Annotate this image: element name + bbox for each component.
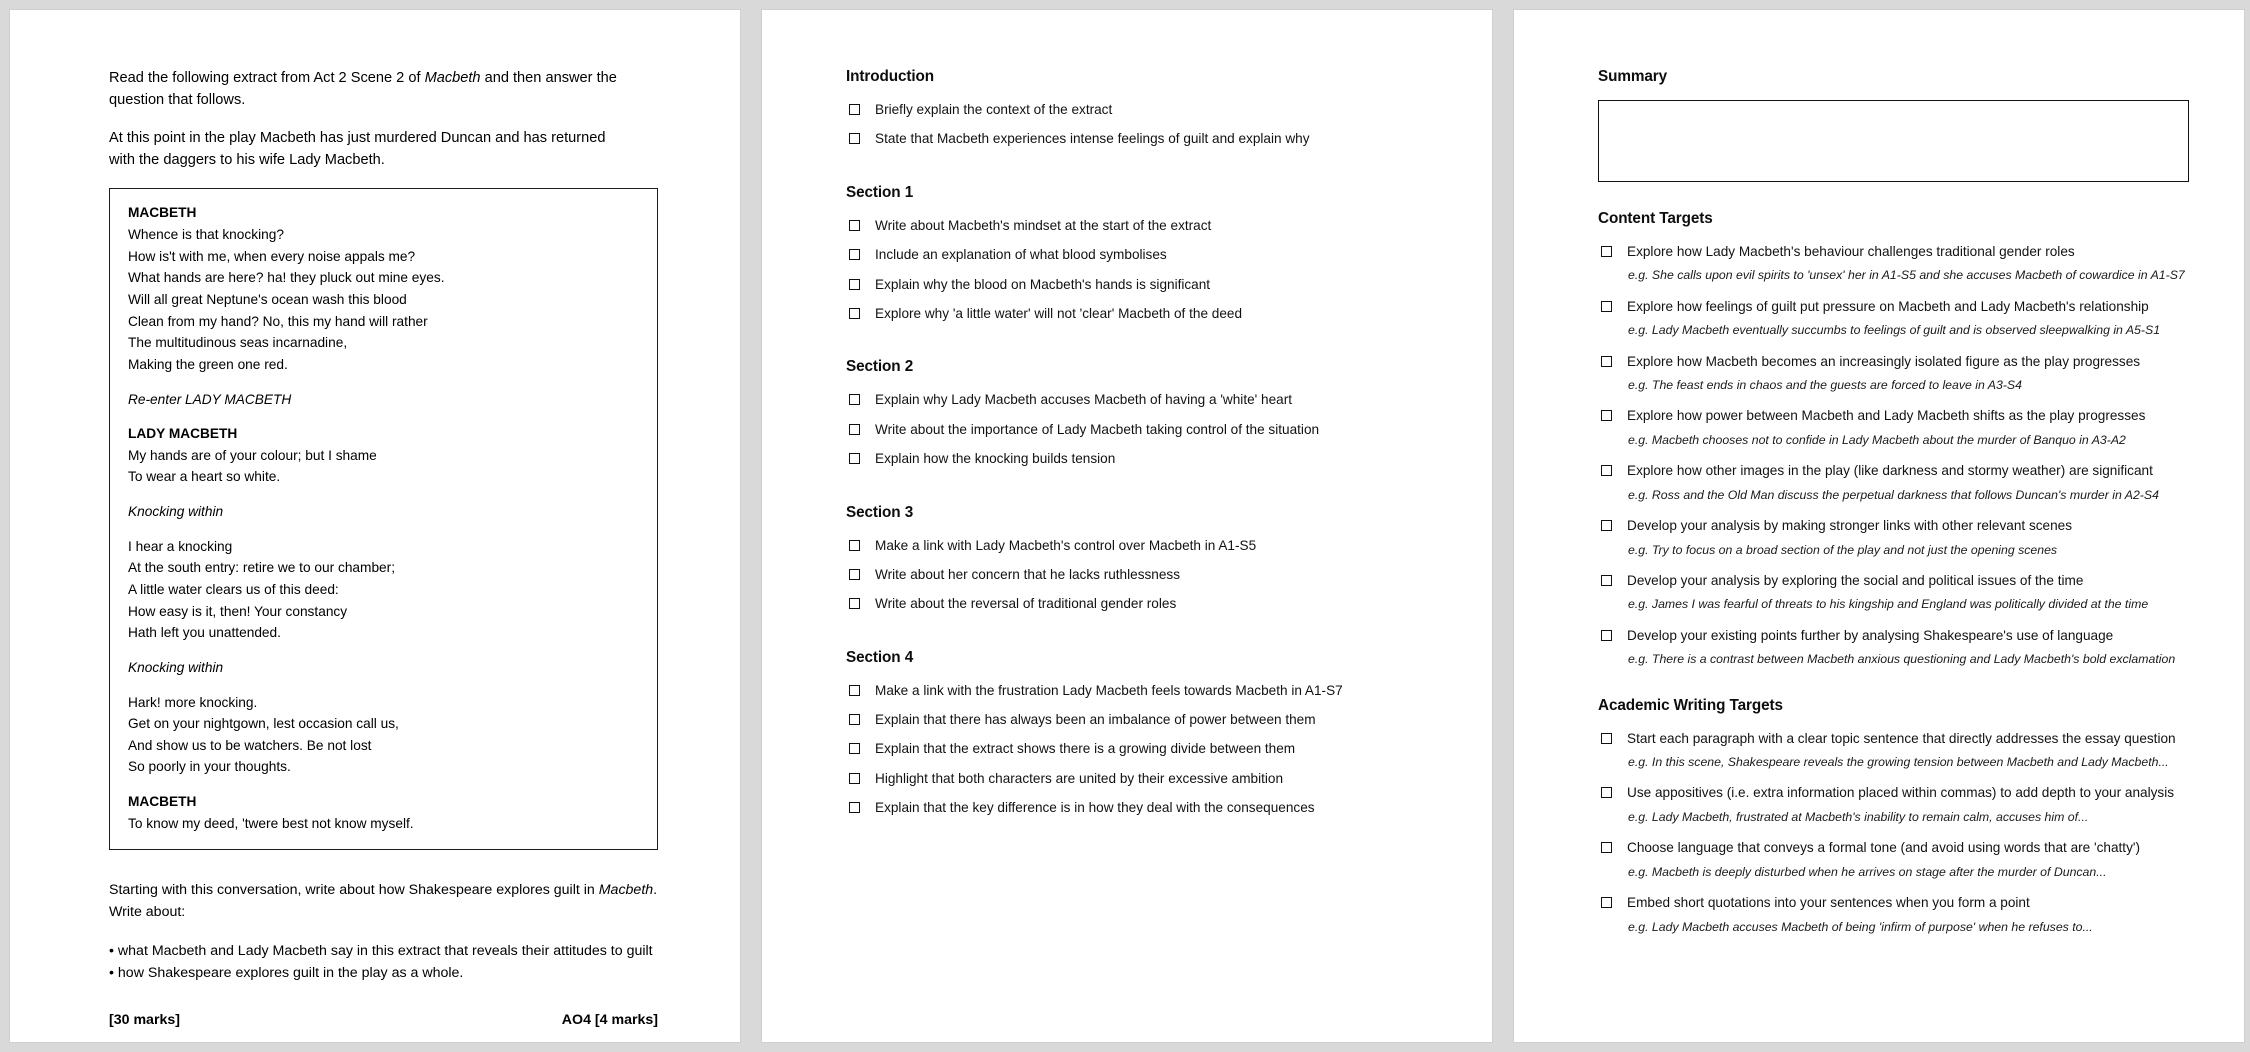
page-targets-checklist <box>1514 10 2244 1042</box>
checkbox-icon[interactable] <box>1601 410 1612 421</box>
target-item-label: Start each paragraph with a clear topic sentence that directly addresses the essay question <box>1627 730 2176 746</box>
checklist-item-label: Explain that the key difference is in how they deal with the consequences <box>875 800 1315 816</box>
extract-verse-line: To know my deed, 'twere best not know myself. <box>128 815 414 831</box>
checkbox-icon[interactable] <box>849 540 860 551</box>
intro-text-pre: Read the following extract from Act 2 Scene 2 of <box>109 70 425 86</box>
extract-verse-line: Whence is that knocking? <box>128 227 284 243</box>
checkbox-icon[interactable] <box>849 569 860 580</box>
academic-targets-list <box>1598 729 2189 936</box>
total-marks: [30 marks] <box>109 1011 180 1028</box>
target-example: e.g. Lady Macbeth accuses Macbeth of being 'infirm of purpose' when he refuses to... <box>1628 919 2093 934</box>
checklist-item[interactable] <box>846 449 1422 469</box>
checklist-item-label: Explain that the extract shows there is a growing divide between them <box>875 741 1296 757</box>
checkbox-icon[interactable] <box>849 220 860 231</box>
intro-text-post: and then answer the question that follows. <box>109 70 617 108</box>
extract-speaker-name: MACBETH <box>128 794 197 810</box>
checklist-sections <box>846 68 1422 819</box>
extract-stage-direction: Knocking within <box>128 659 224 675</box>
checklist-item[interactable] <box>846 710 1422 730</box>
checkbox-icon[interactable] <box>1601 301 1612 312</box>
checklist-item[interactable] <box>846 129 1422 149</box>
checklist-item[interactable] <box>846 536 1422 556</box>
extract-speaker-name: LADY MACBETH <box>128 426 238 442</box>
ao4-marks: AO4 [4 marks] <box>561 1011 658 1028</box>
extract-blank-line <box>128 410 641 423</box>
checklist-item-label: Highlight that both characters are united by their excessive ambition <box>875 770 1284 786</box>
play-title-italic: Macbeth <box>424 70 481 86</box>
checklist-item[interactable] <box>846 420 1422 440</box>
checklist-item-label: Write about her concern that he lacks ruthlessness <box>875 566 1181 582</box>
checklist-item[interactable] <box>846 594 1422 614</box>
summary-heading: Summary <box>1598 68 1668 85</box>
checkbox-icon[interactable] <box>849 308 860 319</box>
checklist-item-label: Explain how the knocking builds tension <box>875 451 1116 467</box>
extract-verse-line: Hath left you unattended. <box>128 625 281 641</box>
target-item-label: Develop your analysis by exploring the social and political issues of the time <box>1627 572 2084 588</box>
task-text-post: . <box>653 882 658 899</box>
target-item[interactable] <box>1598 352 2189 372</box>
checklist-item-label: Include an explanation of what blood symbolises <box>875 247 1167 263</box>
task-bullet-list <box>109 940 658 985</box>
task-text-pre: Starting with this conversation, write about how Shakespeare explores guilt in <box>109 882 599 899</box>
section-heading: Section 2 <box>846 358 914 376</box>
checklist-item-label: Briefly explain the context of the extract <box>875 102 1113 117</box>
intro-paragraph-1 <box>109 68 629 111</box>
write-about-label: Write about: <box>109 903 186 920</box>
extract-stage-direction: Knocking within <box>128 504 224 520</box>
checklist-item-label: Explain why Lady Macbeth accuses Macbeth of having a 'white' heart <box>875 392 1293 408</box>
target-item[interactable] <box>1598 242 2189 262</box>
extract-blank-line <box>128 778 641 791</box>
checkbox-icon[interactable] <box>849 133 860 144</box>
target-item-label: Explore how other images in the play (like darkness and stormy weather) are significant <box>1627 463 2153 479</box>
intro-paragraph-2: At this point in the play Macbeth has just murdered Duncan and has returned with the daggers to his wife Lady Macbeth. <box>109 130 606 168</box>
checkbox-icon[interactable] <box>1601 630 1612 641</box>
checklist-item-label: Write about the importance of Lady Macbeth taking control of the situation <box>875 421 1320 437</box>
page-exam-question <box>10 10 740 1042</box>
target-example: e.g. There is a contrast between Macbeth anxious questioning and Lady Macbeth's bold exclamation <box>1628 652 2176 667</box>
checklist-item[interactable] <box>846 681 1422 701</box>
target-example: e.g. She calls upon evil spirits to 'unsex' her in A1-S5 and she accuses Macbeth of cowardice in A1-S7 <box>1628 268 2185 283</box>
checklist-item[interactable] <box>846 216 1422 236</box>
section-heading: Section 3 <box>846 503 914 521</box>
academic-writing-targets-heading: Academic Writing Targets <box>1598 696 1783 714</box>
target-item-label: Use appositives (i.e. extra information placed within commas) to add depth to your analysis <box>1627 785 2175 801</box>
target-item-label: Explore how power between Macbeth and Lady Macbeth shifts as the play progresses <box>1627 408 2146 424</box>
extract-verse-line: So poorly in your thoughts. <box>128 759 291 775</box>
target-item[interactable] <box>1598 516 2189 536</box>
checkbox-icon[interactable] <box>1601 897 1612 908</box>
target-item[interactable] <box>1598 461 2189 481</box>
extract-verse-line: Making the green one red. <box>128 356 288 372</box>
checklist-item-label: Make a link with the frustration Lady Macbeth feels towards Macbeth in A1-S7 <box>875 682 1343 698</box>
target-example: e.g. Lady Macbeth, frustrated at Macbeth's inability to remain calm, accuses him of... <box>1628 809 2089 824</box>
extract-verse-line: The multitudinous seas incarnadine, <box>128 335 348 351</box>
extract-verse-line: How easy is it, then! Your constancy <box>128 603 348 619</box>
task-bullet: • what Macbeth and Lady Macbeth say in this extract that reveals their attitudes to guilt <box>109 940 658 962</box>
checkbox-icon[interactable] <box>1601 520 1612 531</box>
target-item-label: Develop your analysis by making stronger links with other relevant scenes <box>1627 518 2073 534</box>
target-item[interactable] <box>1598 626 2189 646</box>
extract-verse-line: Get on your nightgown, lest occasion call us, <box>128 716 399 732</box>
extract-blank-line <box>128 679 641 692</box>
checklist-item[interactable] <box>846 739 1422 759</box>
extract-speaker-name: MACBETH <box>128 205 197 221</box>
extract-verse-line: My hands are of your colour; but I shame <box>128 447 377 463</box>
content-targets-heading: Content Targets <box>1598 210 1713 227</box>
extract-verse-line: Clean from my hand? No, this my hand will rather <box>128 313 428 329</box>
extract-blank-line <box>128 523 641 536</box>
page-essay-plan-checklist <box>762 10 1492 1042</box>
target-item[interactable] <box>1598 838 2189 858</box>
extract-blank-line <box>128 376 641 389</box>
target-item-label: Explore how Lady Macbeth's behaviour challenges traditional gender roles <box>1627 244 2075 259</box>
checklist-item[interactable] <box>846 275 1422 295</box>
target-example: e.g. Try to focus on a broad section of the play and not just the opening scenes <box>1628 542 2058 557</box>
checkbox-icon[interactable] <box>849 743 860 754</box>
checkbox-icon[interactable] <box>1601 356 1612 367</box>
checkbox-icon[interactable] <box>849 394 860 405</box>
section-heading: Section 4 <box>846 648 914 666</box>
checklist-item[interactable] <box>846 245 1422 265</box>
checklist-item[interactable] <box>846 769 1422 789</box>
target-example: e.g. The feast ends in chaos and the guests are forced to leave in A3-S4 <box>1628 378 2022 393</box>
checklist-item-label: Explain why the blood on Macbeth's hands is significant <box>875 276 1211 292</box>
marks-row <box>109 1010 658 1031</box>
target-example: e.g. Ross and the Old Man discuss the perpetual darkness that follows Duncan's murder in A2-S4 <box>1628 487 2159 502</box>
target-example: e.g. In this scene, Shakespeare reveals the growing tension between Macbeth and Lady Macbeth... <box>1628 755 2169 770</box>
checklist-item-label: State that Macbeth experiences intense feelings of guilt and explain why <box>875 131 1310 147</box>
checklist-item[interactable] <box>846 304 1422 324</box>
extract-verse-line: At the south entry: retire we to our chamber; <box>128 560 396 576</box>
content-targets-list <box>1598 242 2189 669</box>
checklist-item[interactable] <box>846 798 1422 818</box>
target-item[interactable] <box>1598 571 2189 591</box>
task-instruction <box>109 880 658 923</box>
task-bullet: • how Shakespeare explores guilt in the play as a whole. <box>109 962 658 984</box>
extract-verse-line: A little water clears us of this deed: <box>128 581 339 597</box>
checkbox-icon[interactable] <box>849 104 860 115</box>
checklist-item-label: Explore why 'a little water' will not 'clear' Macbeth of the deed <box>875 305 1243 321</box>
target-item-label: Explore how feelings of guilt put pressure on Macbeth and Lady Macbeth's relationship <box>1627 298 2149 314</box>
target-item-label: Embed short quotations into your sentences when you form a point <box>1627 895 2030 911</box>
extract-verse-line: Will all great Neptune's ocean wash this blood <box>128 291 407 307</box>
checkbox-icon[interactable] <box>849 714 860 725</box>
extract-verse-line: To wear a heart so white. <box>128 469 281 485</box>
extract-blank-line <box>128 644 641 657</box>
target-item[interactable] <box>1598 406 2189 426</box>
checklist-item[interactable] <box>846 390 1422 410</box>
target-example: e.g. James I was fearful of threats to his kingship and England was politically divided at the time <box>1628 597 2149 612</box>
checkbox-icon[interactable] <box>849 773 860 784</box>
target-example: e.g. Macbeth chooses not to confide in Lady Macbeth about the murder of Banquo in A3-A2 <box>1628 432 2126 447</box>
extract-verse-line: What hands are here? ha! they pluck out mine eyes. <box>128 270 445 286</box>
target-item-label: Choose language that conveys a formal tone (and avoid using words that are 'chatty') <box>1627 840 2140 856</box>
checklist-item-label: Make a link with Lady Macbeth's control over Macbeth in A1-S5 <box>875 537 1257 553</box>
checkbox-icon[interactable] <box>849 598 860 609</box>
extract-verse-line: I hear a knocking <box>128 538 233 554</box>
summary-writing-box[interactable] <box>1598 100 2189 182</box>
extract-box <box>109 188 658 850</box>
section-heading: Introduction <box>846 68 935 85</box>
checkbox-icon[interactable] <box>1601 733 1612 744</box>
checkbox-icon[interactable] <box>1601 842 1612 853</box>
extract-verse-line: And show us to be watchers. Be not lost <box>128 737 372 753</box>
extract-verse-line: Hark! more knocking. <box>128 694 258 710</box>
target-item-label: Develop your existing points further by analysing Shakespeare's use of language <box>1627 627 2114 643</box>
target-item-label: Explore how Macbeth becomes an increasingly isolated figure as the play progresses <box>1627 353 2141 369</box>
task-play-title: Macbeth <box>598 882 654 899</box>
target-item[interactable] <box>1598 297 2189 317</box>
checkbox-icon[interactable] <box>849 249 860 260</box>
checkbox-icon[interactable] <box>849 802 860 813</box>
checklist-item-label: Write about Macbeth's mindset at the start of the extract <box>875 217 1212 233</box>
target-item[interactable] <box>1598 783 2189 803</box>
checklist-item-label: Explain that there has always been an imbalance of power between them <box>875 712 1316 728</box>
target-example: e.g. Lady Macbeth eventually succumbs to feelings of guilt and is observed sleepwalking in A5-S1 <box>1628 323 2161 338</box>
checkbox-icon[interactable] <box>1601 787 1612 798</box>
checklist-item-label: Write about the reversal of traditional gender roles <box>875 596 1177 612</box>
section-heading: Section 1 <box>846 183 914 201</box>
target-item[interactable] <box>1598 729 2189 749</box>
checkbox-icon[interactable] <box>849 424 860 435</box>
checkbox-icon[interactable] <box>849 685 860 696</box>
target-example: e.g. Macbeth is deeply disturbed when he arrives on stage after the murder of Duncan... <box>1628 864 2107 879</box>
checkbox-icon[interactable] <box>1601 246 1612 257</box>
checkbox-icon[interactable] <box>849 279 860 290</box>
extract-verse-line: How is't with me, when every noise appals me? <box>128 248 416 264</box>
extract-stage-direction: Re-enter LADY MACBETH <box>128 391 292 407</box>
checklist-item[interactable] <box>846 100 1422 120</box>
checkbox-icon[interactable] <box>1601 465 1612 476</box>
checkbox-icon[interactable] <box>1601 575 1612 586</box>
extract-blank-line <box>128 488 641 501</box>
target-item[interactable] <box>1598 893 2189 913</box>
checklist-item[interactable] <box>846 565 1422 585</box>
checkbox-icon[interactable] <box>849 453 860 464</box>
